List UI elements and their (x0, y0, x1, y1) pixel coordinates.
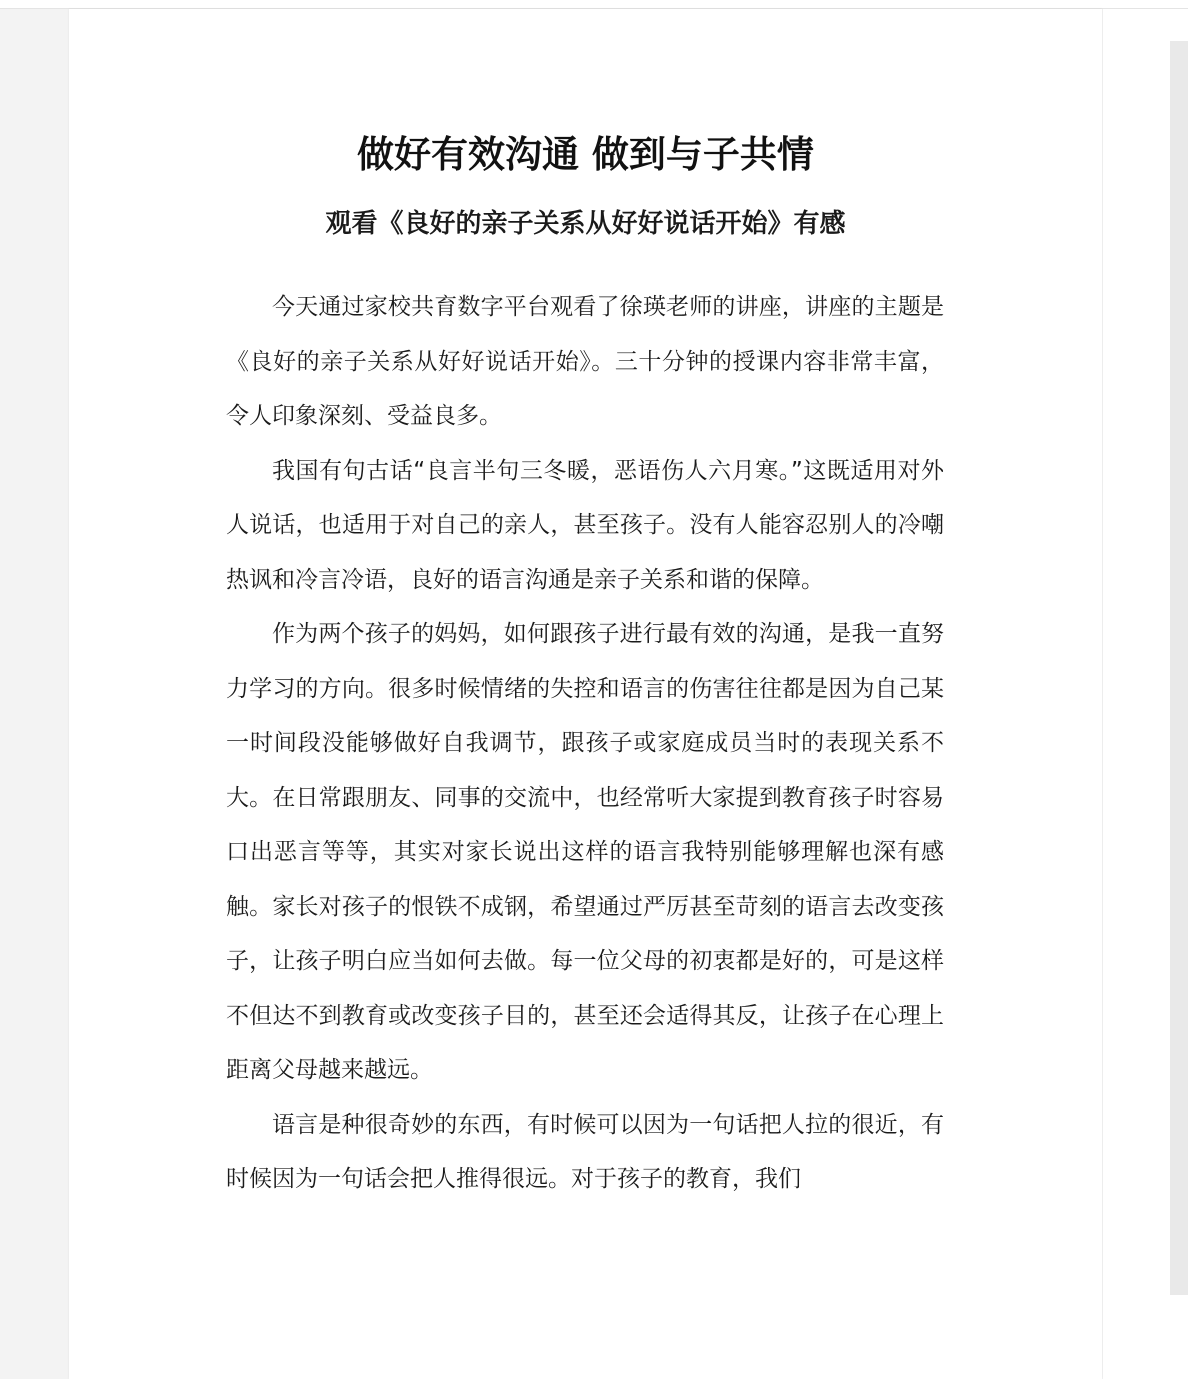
top-toolbar-strip (0, 0, 1188, 9)
document-title: 做好有效沟通 做到与子共情 (357, 133, 814, 176)
paragraph: 我国有句古话“良言半句三冬暖，恶语伤人六月寒。”这既适用对外人说话，也适用于对自己的亲人，甚至孩子。没有人能容忍别人的冷嘲热讽和冷言冷语，良好的语言沟通是亲子关系和谐的保障。 (226, 457, 944, 593)
paragraph: 作为两个孩子的妈妈，如何跟孩子进行最有效的沟通，是我一直努力学习的方向。很多时候情绪的失控和语言的伤害往往都是因为自己某一时间段没能够做好自我调节，跟孩子或家庭成员当时的表现关系不大。在日常跟朋友、同事的交流中，也经常听大家提到教育孩子时容易口出恶言等等，其实对家长说出这样的语言我特别能够理解也深有感触。家长对孩子的恨铁不成钢，希望通过严厉甚至苛刻的语言去改变孩子，让孩子明白应当如何去做。每一位父母的初衷都是好的，可是这样不但达不到教育或改变孩子目的，甚至还会适得其反，让孩子在心理上距离父母越来越远。 (226, 621, 944, 1083)
vertical-scrollbar[interactable] (1170, 41, 1188, 1295)
paragraph: 语言是种很奇妙的东西，有时候可以因为一句话把人拉的很近，有时候因为一句话会把人推得很远。对于孩子的教育，我们 (226, 1111, 944, 1192)
document-subtitle: 观看《良好的亲子关系从好好说话开始》有感 (325, 209, 846, 239)
paragraph: 今天通过家校共育数字平台观看了徐瑛老师的讲座，讲座的主题是《良好的亲子关系从好好说话开始》。三十分钟的授课内容非常丰富，令人印象深刻、受益良多。 (226, 294, 944, 429)
document-body (226, 280, 944, 1207)
document-page (69, 9, 1102, 1379)
